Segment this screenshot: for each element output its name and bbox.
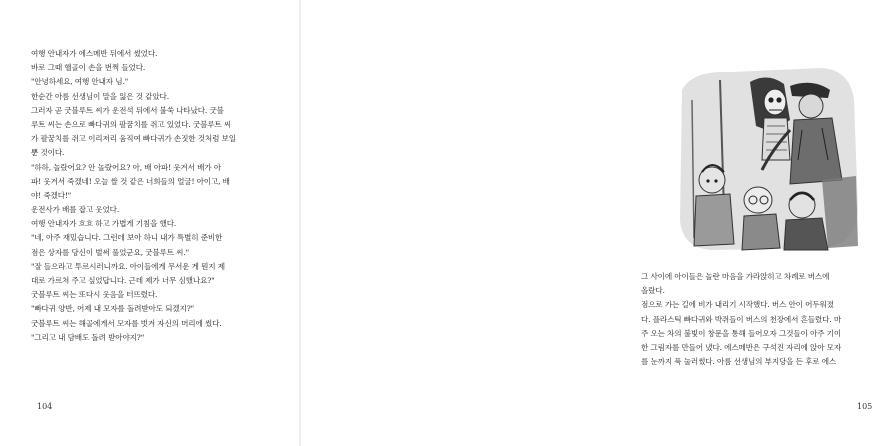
right-page-body-text	[641, 270, 887, 369]
text-line: "그리고 내 담배도 돌려 받아야지?"	[31, 332, 145, 342]
text-line: "빠다귀 양반, 어제 내 모자를 돌려받아도 되겠지?"	[31, 304, 194, 314]
text-line: 야! 죽겠다!"	[31, 190, 72, 200]
right-page	[300, 0, 873, 446]
text-line: 굿블루트 씨는 해골에게서 모자를 벗겨 자신의 머리에 썼다.	[31, 318, 222, 328]
text-line: 주 오는 차의 불빛이 창문을 통해 들어오자 그것들이 아주 기이	[641, 328, 842, 338]
text-line: 바로 그때 핼골이 손을 번쩍 들었다.	[31, 63, 146, 73]
text-line: "안녕하세요, 여행 안내자 님."	[31, 77, 129, 87]
left-page-body-text	[31, 47, 284, 345]
text-line: 점은 상자를 당신이 벌써 풀었군요, 굿블루트 씨."	[31, 247, 189, 257]
text-line: 굿블루트 씨는 또다시 웃음을 터뜨렸다.	[31, 290, 158, 300]
left-page-number: 104	[37, 402, 53, 411]
text-line: 점으로 가는 길에 비가 내리기 시작했다. 버스 안이 어두워졌	[641, 300, 834, 310]
text-line: 그 사이에 아이들은 놀란 마음을 가라앉히고 차례로 버스에	[641, 272, 830, 281]
text-line: "하하, 놀랐어요? 안 놀랐어요? 아, 배 아파! 웃겨서 배가 아	[31, 162, 221, 172]
text-line: 뿐 것이다.	[31, 148, 65, 158]
text-line: 운전사가 배를 잡고 웃었다.	[31, 205, 120, 215]
right-page-number: 105	[857, 402, 873, 411]
skeleton-bus-scene-illustration	[672, 60, 862, 255]
text-line: 여행 안내자가 흐흐 하고 가볍게 기침을 했다.	[31, 219, 177, 229]
text-line: "네, 아주 재밌습니다. 그런데 보아 하니 내가 특별히 준비한	[31, 233, 223, 243]
text-line: 한순간 아름 선생님이 말을 잃은 것 같았다.	[31, 91, 169, 101]
text-line: 한 그림자를 만들어 냈다. 에스메반은 구석진 자리에 앉아 모자	[641, 342, 842, 352]
text-line: 파! 웃겨서 죽겠네! 오늘 쌀 것 같은 너희들의 얼굴! 아이고, 배	[31, 176, 230, 186]
text-line: 다. 플라스틱 빠다귀와 박쥐들이 버스의 천장에서 흔들렸다. 마	[641, 314, 842, 324]
text-line: 올랐다.	[641, 286, 665, 296]
left-page	[0, 0, 300, 446]
text-line: 루트 씨는 손으로 빠다귀의 팔꿈치를 쥐고 있었다. 굿블루트 씨	[31, 119, 232, 129]
text-line: 를 눈까지 푹 눌러썼다. 아름 선생님의 부지당을 든 후로 에스	[641, 357, 837, 367]
text-line: "잘 들으라고 투르시러니까요. 아이들에게 무서운 게 뭔지 제	[31, 261, 225, 271]
text-line: 그러자 곧 굿블루트 씨가 운전석 뒤에서 불쑥 나타났다. 굿블	[31, 105, 224, 115]
text-line: 여행 안내자가 에스메반 뒤에서 썼었다.	[31, 49, 158, 58]
text-line: 가 팔꿈치를 쥐고 이리저리 움직여 빠다귀가 손짓한 것처럼 보일	[31, 134, 236, 144]
text-line: 대로 가르쳐 주고 싶었답니다. 근데 제가 너무 심했나요?"	[31, 276, 215, 285]
